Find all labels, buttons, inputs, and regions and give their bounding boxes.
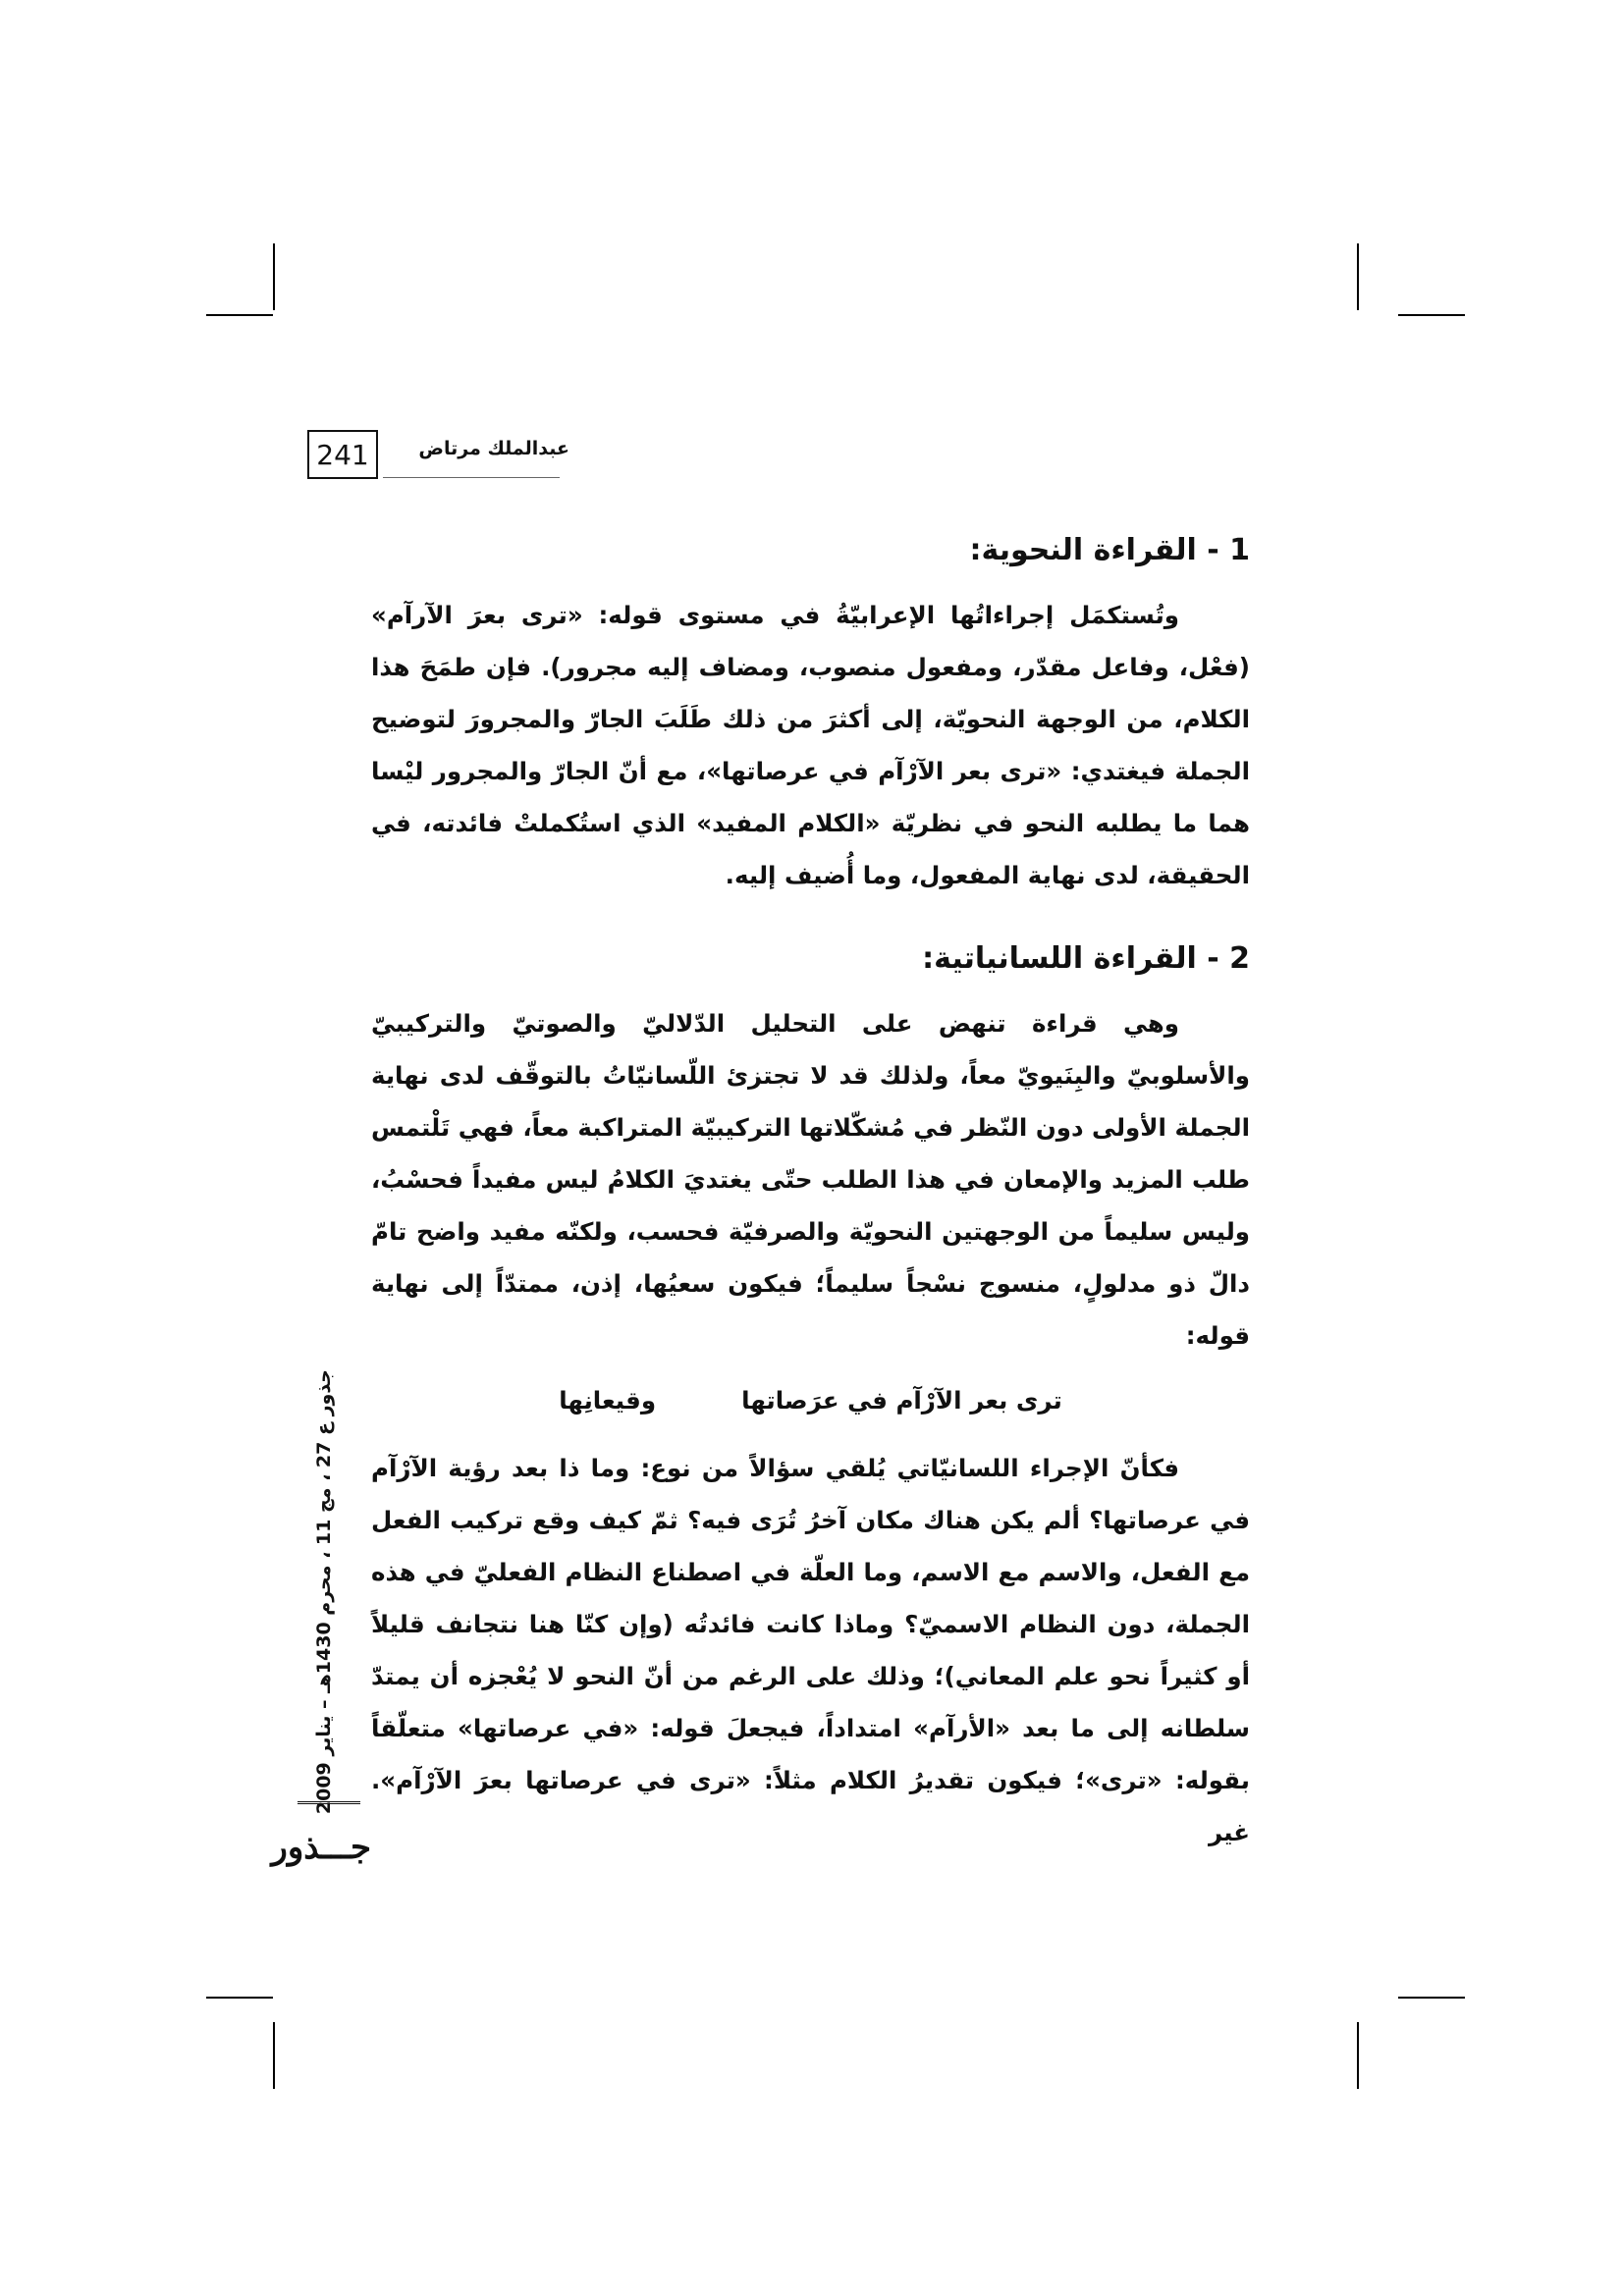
caption-double-rule [298,1801,360,1804]
section-2-paragraph: وهي قراءة تنهض على التحليل الدّلاليّ والصوتيّ والتركيبيّ والأسلوبيّ والبِنَيويّ معاً، ولذلك قد لا تجتزئ اللّسانيّاتُ بالتوقّف لدى نهاية الجملة الأولى دون النّظر في مُشكّلاتها التركيبيّة المتراكبة معاً، فهي تَلْتمس طلب المزيد والإمعان في هذا الطلب حتّى يغتديَ الكلامُ ليس مفيداً فحسْبُ، وليس سليماً من الوجهتين النحويّة والصرفيّة فحسب، ولكنّه مفيد واضح تامّ دالّ ذو مدلولٍ، منسوج نسْجاً سليماً؛ فيكون سعيُها، إذن، ممتدّاً إلى نهاية قوله: [371,1009,1250,1350]
crop-mark-top-left-h [206,314,273,316]
crop-mark-bottom-right-v [1357,2022,1359,2089]
crop-mark-bottom-left-v [273,2022,275,2089]
page-number: 241 [307,430,378,479]
crop-mark-bottom-left-h [206,1997,273,1999]
verse-first-hemistich: ترى بعر الآرْآم في عرَصاتها [741,1386,1062,1415]
section-heading-2: 2 - القراءة اللسانياتية: [922,941,1250,976]
section-heading-1: 1 - القراءة النحوية: [969,533,1250,567]
section-1-paragraph: وتُستكمَل إجراءاتُها الإعرابيّةُ في مستوى قوله: «ترى بعرَ الآرآم» (فعْل، وفاعل مقدّر، ومفعول منصوب، ومضاف إليه مجرور). فإن طمَحَ هذا الكلام، من الوجهة النحويّة، إلى أكثرَ من ذلك طَلَبَ الجارّ والمجرورَ لتوضيح الجملة فيغتدي: «ترى بعر الآرْآم في عرصاتها»، مع أنّ الجارّ والمجرور ليْسا هما ما يطلبه النحو في نظريّة «الكلام المفيد» الذي استُكملتْ فائدته، في الحقيقة، لدى نهاية المفعول، وما أُضيف إليه. [371,601,1250,889]
journal-logo: جـــذور [271,1828,371,1867]
article-body [371,530,1250,1858]
header-rule [383,477,560,478]
journal-issue-text: جذور ع 27 ، مج 11 ، محرم 1430هـ – يناير 2009 [313,1369,335,1815]
running-author: عبدالملك مرتاض [418,438,569,459]
poetry-verse [371,1371,1250,1430]
journal-issue-caption [306,1369,342,1815]
crop-mark-top-right-h [1398,314,1465,316]
crop-mark-top-left-v [273,243,275,310]
verse-second-hemistich: وقيعانِها [559,1386,657,1415]
crop-mark-bottom-right-h [1398,1997,1465,1999]
crop-mark-top-right-v [1357,243,1359,310]
section-2-continuation: فكأنّ الإجراء اللسانيّاتي يُلقي سؤالاً من نوع: وما ذا بعد رؤية الآرْآم في عرصاتها؟ ألم يكن هناك مكان آخرُ تُرَى فيه؟ ثمّ كيف وقع تركيب الفعل مع الفعل، والاسم مع الاسم، وما العلّة في اصطناع النظام الفعليّ في هذه الجملة، دون النظام الاسميّ؟ وماذا كانت فائدتُه (وإن كنّا هنا نتجانف قليلاً أو كثيراً نحو علم المعاني)؛ وذلك على الرغم من أنّ النحو لا يُعْجزه أن يمتدّ سلطانه إلى ما بعد «الأرآم» امتداداً، فيجعلَ قوله: «في عرصاتها» متعلّقاً بقوله: «ترى»؛ فيكون تقديرُ الكلام مثلاً: «ترى في عرصاتها بعرَ الآرْآم». غير [371,1454,1250,1846]
